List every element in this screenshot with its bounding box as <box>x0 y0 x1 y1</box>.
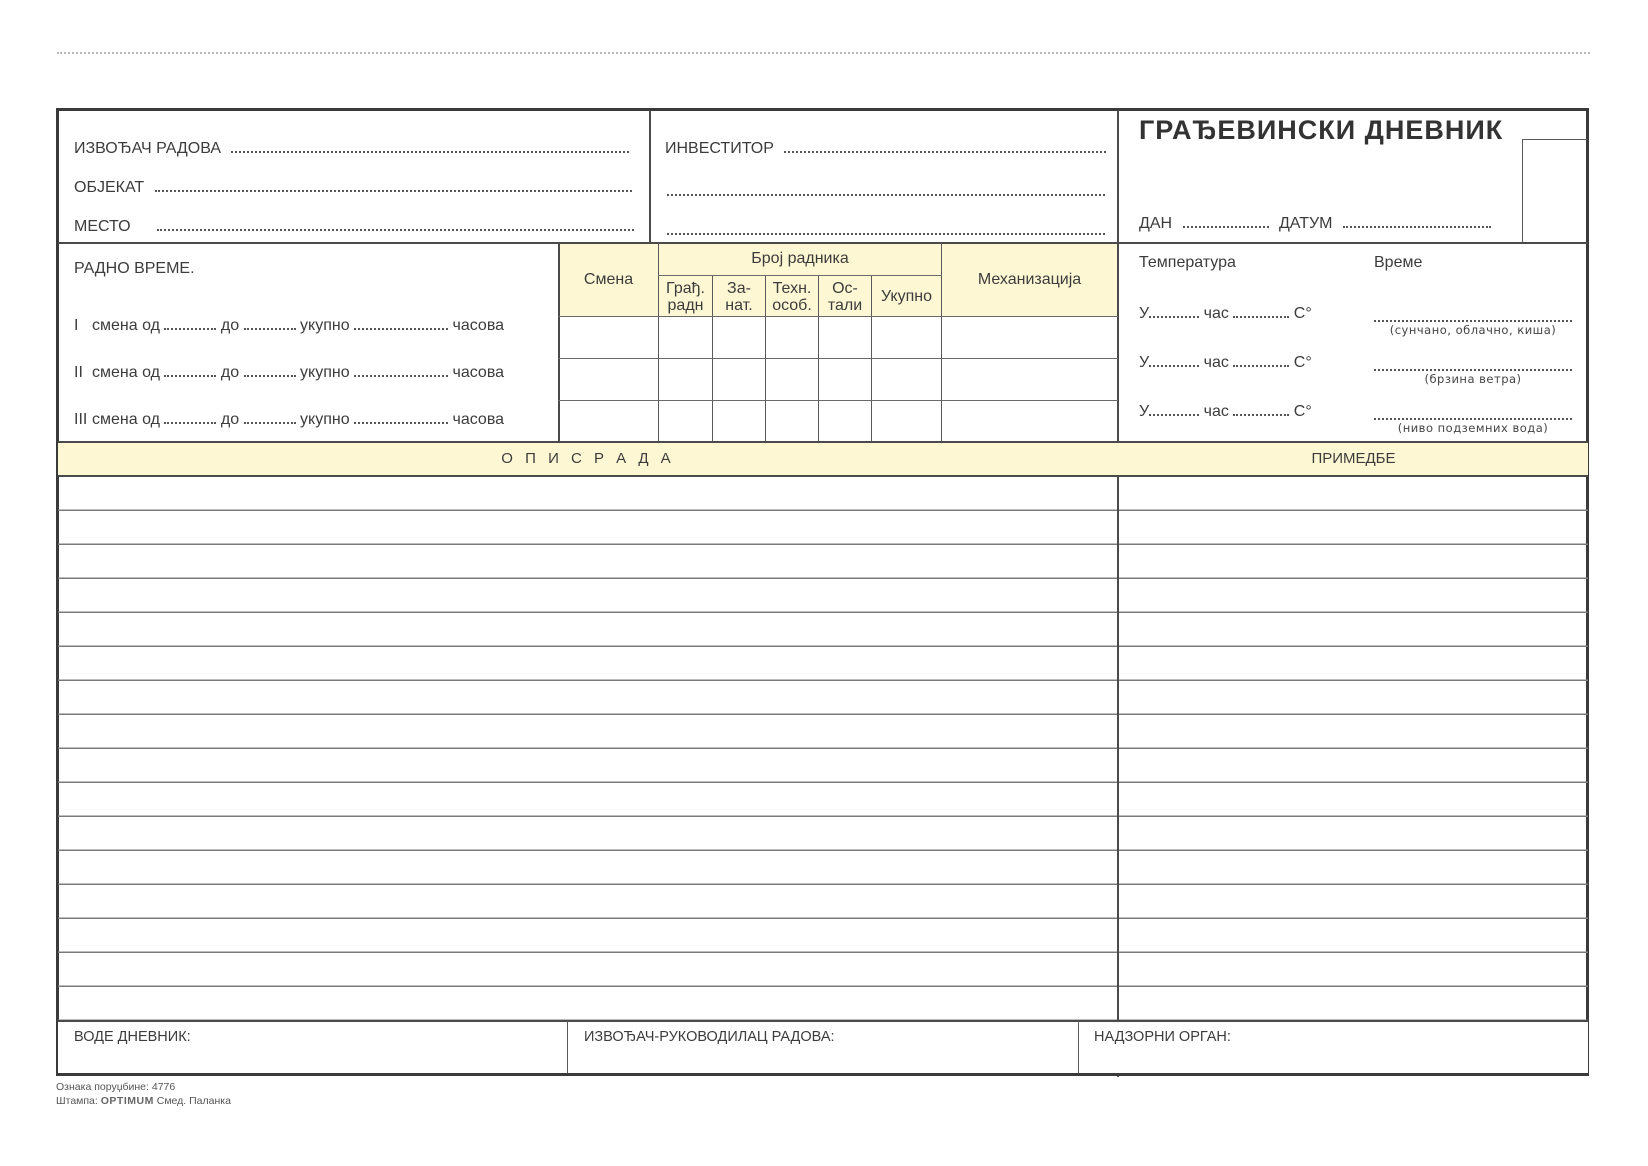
table-divider <box>658 243 659 441</box>
col-label-line1: За- <box>727 280 751 297</box>
object-input-line[interactable] <box>155 190 632 192</box>
temperature-row-3[interactable] <box>1139 403 1312 421</box>
contractor-input-line[interactable] <box>231 151 629 153</box>
investor-label: ИНВЕСТИТОР <box>665 140 774 157</box>
investor-input-line-3[interactable] <box>667 233 1105 235</box>
divider <box>567 1021 568 1076</box>
col-label-line2: радн <box>667 297 704 314</box>
table-divider <box>558 400 1118 401</box>
object-label: ОБЈЕКАТ <box>74 179 145 196</box>
divider <box>58 441 1588 443</box>
shift-to-label: до <box>220 317 240 334</box>
table-divider <box>558 358 1118 359</box>
shift-to-label: до <box>220 411 240 428</box>
col-label-line2: тали <box>827 297 863 314</box>
working-time-title: РАДНО ВРЕМЕ. <box>74 260 195 277</box>
shift-total-input[interactable] <box>354 328 448 330</box>
groundwater-level-hint: (ниво подземних вода) <box>1397 421 1549 435</box>
shift-to-input[interactable] <box>244 375 296 377</box>
col-label-line2: нат. <box>725 297 753 314</box>
remarks-header: ПРИМЕДБЕ <box>1311 450 1396 467</box>
work-description-header: О П И С Р А Д А <box>501 450 675 467</box>
day-date-field[interactable] <box>1139 215 1491 233</box>
divider <box>1078 1021 1079 1076</box>
shift-unit-label: часова <box>452 364 505 381</box>
place-label: МЕСТО <box>74 218 131 235</box>
shift-unit-label: часова <box>452 317 505 334</box>
day-input-line[interactable] <box>1183 226 1269 228</box>
shift-unit-label: часова <box>452 411 505 428</box>
frame-bottom <box>56 1073 1589 1076</box>
table-divider <box>558 316 1118 317</box>
wind-speed-hint: (брзина ветра) <box>1424 372 1522 386</box>
col-mechanization: Механизација <box>977 271 1082 288</box>
investor-input-line[interactable] <box>784 151 1106 153</box>
wind-speed-input[interactable] <box>1374 369 1572 371</box>
col-label-line1: Грађ. <box>666 280 705 297</box>
hour-label: час <box>1203 403 1229 420</box>
shift-from-input[interactable] <box>164 375 216 377</box>
col-shift: Смена <box>583 271 634 288</box>
date-input-line[interactable] <box>1343 226 1491 228</box>
cut-line <box>57 52 1590 54</box>
investor-input-line-2[interactable] <box>667 194 1105 196</box>
supervisor-signature: НАДЗОРНИ ОРГАН: <box>1094 1029 1231 1045</box>
print-prefix: Штампа: <box>56 1095 98 1107</box>
shift-number: I <box>74 317 79 334</box>
temperature-row-1[interactable] <box>1139 305 1312 323</box>
celsius-label: C° <box>1293 305 1312 322</box>
day-label: ДАН <box>1139 215 1173 232</box>
shift-from-label: смена од <box>92 364 160 381</box>
shift-number: III <box>74 411 88 428</box>
place-field[interactable] <box>74 218 634 236</box>
weather-condition-input[interactable] <box>1374 320 1572 322</box>
print-city: Смед. Паланка <box>156 1095 231 1107</box>
table-divider <box>658 275 942 276</box>
order-code: Ознака поруџбине: 4776 <box>56 1081 176 1093</box>
shift-total-label: укупно <box>300 411 350 428</box>
shift-number: II <box>74 364 83 381</box>
date-label: ДАТУМ <box>1278 215 1333 232</box>
col-workers-technical <box>766 280 818 314</box>
celsius-label: C° <box>1293 354 1312 371</box>
col-label-line2: особ. <box>772 297 812 314</box>
col-workers-other <box>819 280 871 314</box>
col-group-workers: Број радника <box>751 250 849 267</box>
contractor-field[interactable] <box>74 140 629 158</box>
temp-value-input[interactable] <box>1233 365 1289 367</box>
at-label: У <box>1139 403 1150 420</box>
celsius-label: C° <box>1293 403 1312 420</box>
col-workers-total: Укупно <box>880 288 933 305</box>
col-workers-craft <box>713 280 765 314</box>
shift-total-input[interactable] <box>354 422 448 424</box>
temp-time-input[interactable] <box>1149 414 1199 416</box>
groundwater-level-input[interactable] <box>1374 418 1572 420</box>
temp-time-input[interactable] <box>1149 365 1199 367</box>
temp-value-input[interactable] <box>1233 316 1289 318</box>
printer-imprint <box>56 1095 231 1107</box>
work-description-area[interactable] <box>58 477 1117 1021</box>
at-label: У <box>1139 305 1150 322</box>
temp-value-input[interactable] <box>1233 414 1289 416</box>
shift-to-input[interactable] <box>244 422 296 424</box>
shift-from-input[interactable] <box>164 422 216 424</box>
shift-total-input[interactable] <box>354 375 448 377</box>
shift-total-label: укупно <box>300 364 350 381</box>
temperature-label: Температура <box>1139 254 1236 271</box>
temperature-row-2[interactable] <box>1139 354 1312 372</box>
page-number-box[interactable] <box>1522 139 1588 242</box>
weather-label: Време <box>1374 254 1423 271</box>
hour-label: час <box>1203 354 1229 371</box>
shift-1-row[interactable] <box>74 317 504 335</box>
shift-total-label: укупно <box>300 317 350 334</box>
contractor-manager-signature: ИЗВОЂАЧ-РУКОВОДИЛАЦ РАДОВА: <box>584 1029 835 1045</box>
object-field[interactable] <box>74 179 632 197</box>
col-label-line1: Ос- <box>832 280 858 297</box>
col-workers-construction <box>659 280 712 314</box>
investor-field[interactable] <box>665 140 1106 158</box>
temp-time-input[interactable] <box>1149 316 1199 318</box>
col-label-line1: Техн. <box>772 280 812 297</box>
at-label: У <box>1139 354 1150 371</box>
place-input-line[interactable] <box>157 229 634 231</box>
weather-condition-hint: (сунчано, облачно, киша) <box>1389 323 1557 337</box>
shift-from-input[interactable] <box>164 328 216 330</box>
shift-to-label: до <box>220 364 240 381</box>
hour-label: час <box>1203 305 1229 322</box>
remarks-area[interactable] <box>1119 477 1588 1021</box>
printer-logo: OPTIMUM <box>100 1095 154 1107</box>
diary-keeper-signature: ВОДЕ ДНЕВНИК: <box>74 1029 191 1045</box>
document-title: ГРАЂЕВИНСКИ ДНЕВНИК <box>1139 115 1504 145</box>
shift-to-input[interactable] <box>244 328 296 330</box>
divider <box>649 110 651 243</box>
shift-from-label: смена од <box>92 317 160 334</box>
shift-from-label: смена од <box>92 411 160 428</box>
shift-3-row[interactable] <box>74 411 504 429</box>
shift-2-row[interactable] <box>74 364 504 382</box>
contractor-label: ИЗВОЂАЧ РАДОВА <box>74 140 222 157</box>
